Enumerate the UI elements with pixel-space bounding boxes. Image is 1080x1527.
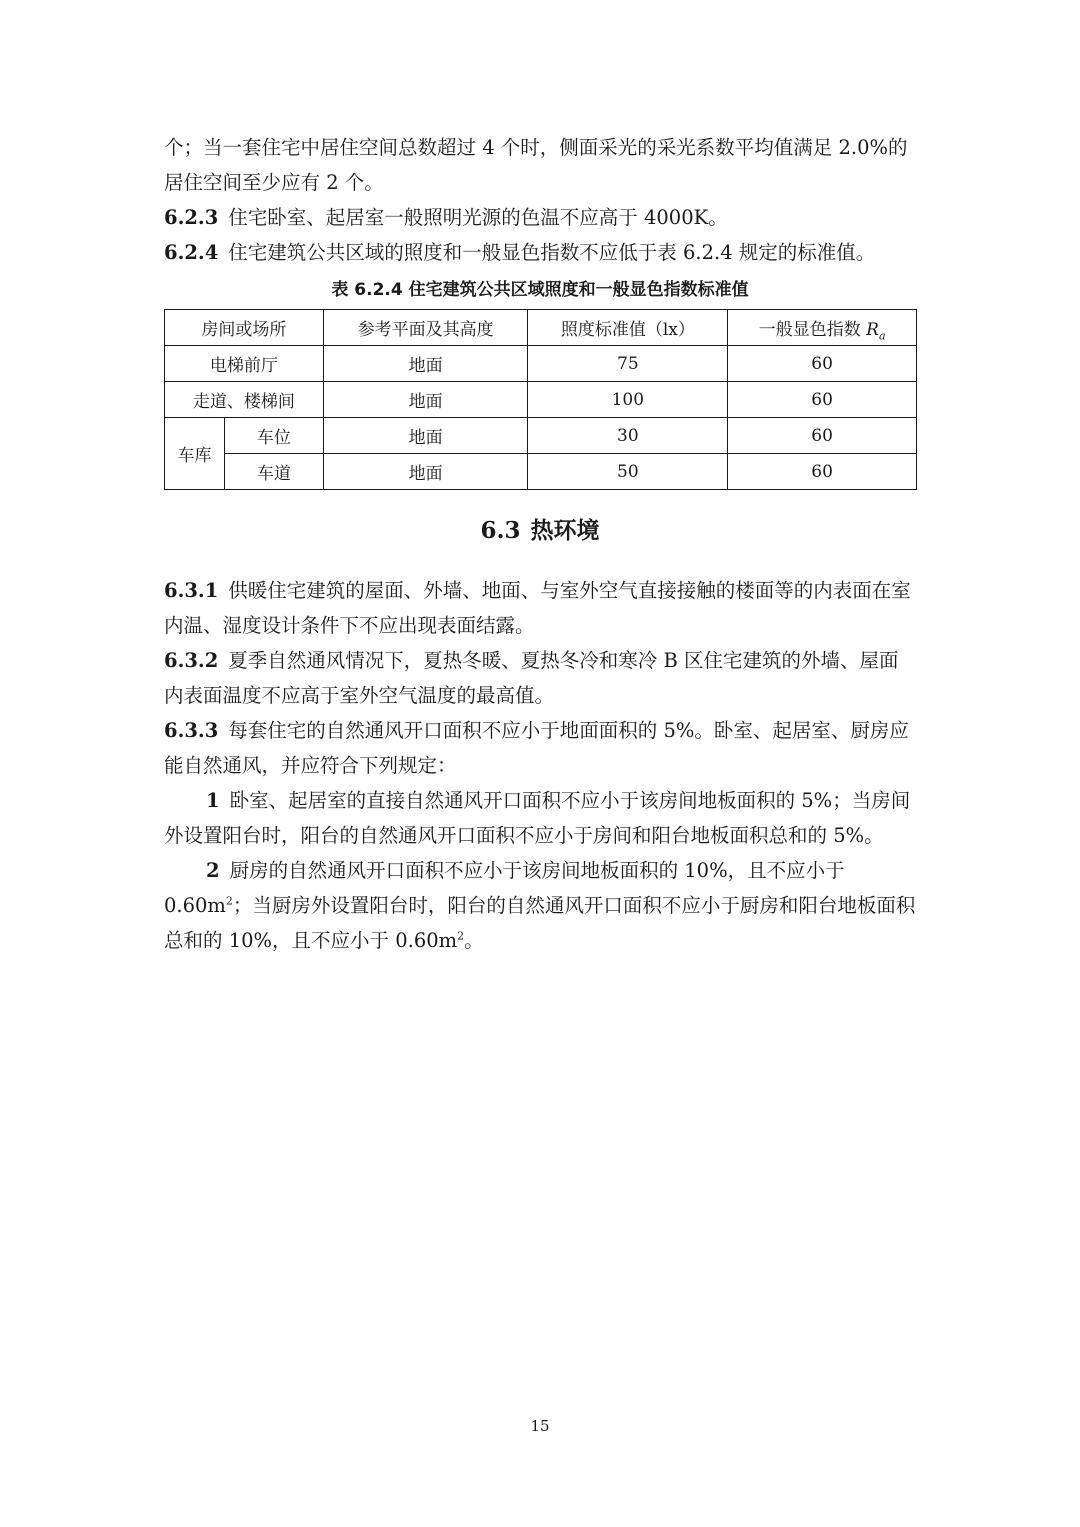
table-row — [165, 346, 917, 382]
section-name: 热环境 — [530, 518, 600, 544]
cell-cri: 60 — [728, 346, 917, 382]
clause-6-3-2 — [164, 643, 916, 713]
clause-number: 6.3.3 — [164, 719, 219, 742]
cell-room: 车位 — [224, 418, 323, 454]
clause-number: 6.3.1 — [164, 579, 219, 602]
item-number: 2 — [206, 859, 220, 882]
item-text-part3: 。 — [464, 929, 484, 952]
header-lux: 照度标准值（lx） — [528, 310, 728, 346]
header-cri-subscript: a — [878, 329, 886, 343]
table-header-row — [165, 310, 917, 346]
header-plane: 参考平面及其高度 — [323, 310, 528, 346]
header-cri — [728, 310, 917, 346]
cell-cri: 60 — [728, 382, 917, 418]
cell-plane: 地面 — [323, 454, 528, 490]
clause-text: 供暖住宅建筑的屋面、外墙、地面、与室外空气直接接触的楼面等的内表面在室内温、湿度设计条件下不应出现表面结露。 — [164, 579, 911, 637]
superscript: 2 — [225, 894, 233, 908]
item-text-part1: 厨房的自然通风开口面积不应小于该房间地板面积的 10%，且不应小于 0.60m — [164, 859, 845, 917]
lighting-standard-table — [164, 309, 917, 490]
clause-number: 6.2.3 — [164, 206, 219, 229]
cell-lux: 75 — [528, 346, 728, 382]
clause-6-2-3 — [164, 200, 916, 235]
cell-lux: 100 — [528, 382, 728, 418]
item-number: 1 — [206, 789, 220, 812]
cell-room: 车道 — [224, 454, 323, 490]
superscript: 2 — [457, 929, 465, 943]
clause-6-3-1 — [164, 573, 916, 643]
table-row — [165, 382, 917, 418]
cell-plane: 地面 — [323, 382, 528, 418]
table-row — [165, 418, 917, 454]
clause-6-2-4 — [164, 235, 916, 270]
clause-text: 每套住宅的自然通风开口面积不应小于地面面积的 5%。卧室、起居室、厨房应能自然通风，并应符合下列规定： — [164, 719, 909, 777]
section-title — [164, 512, 916, 545]
cell-lux: 30 — [528, 418, 728, 454]
table-row — [165, 454, 917, 490]
list-item-2 — [164, 853, 916, 958]
document-page — [164, 130, 916, 958]
clause-number: 6.2.4 — [164, 241, 219, 264]
cell-cri: 60 — [728, 454, 917, 490]
clause-text: 夏季自然通风情况下，夏热冬暖、夏热冬冷和寒冷 B 区住宅建筑的外墙、屋面内表面温度不应高于室外空气温度的最高值。 — [164, 649, 899, 707]
cell-lux: 50 — [528, 454, 728, 490]
cell-plane: 地面 — [323, 346, 528, 382]
header-room: 房间或场所 — [165, 310, 324, 346]
list-item-1 — [164, 783, 916, 853]
cell-room: 走道、楼梯间 — [165, 382, 324, 418]
clause-number: 6.3.2 — [164, 649, 219, 672]
cell-room: 电梯前厅 — [165, 346, 324, 382]
item-text-part2: ；当厨房外设置阳台时，阳台的自然通风开口面积不应小于厨房和阳台地板面积总和的 10%，且不应小于 0.60m — [164, 894, 916, 952]
cell-plane: 地面 — [323, 418, 528, 454]
clause-text: 住宅建筑公共区域的照度和一般显色指数不应低于表 6.2.4 规定的标准值。 — [228, 241, 876, 264]
cell-cri: 60 — [728, 418, 917, 454]
header-cri-symbol: R — [866, 320, 879, 340]
cell-group-garage: 车库 — [165, 418, 225, 490]
section-number: 6.3 — [480, 517, 521, 544]
header-cri-text: 一般显色指数 — [758, 320, 867, 340]
page-number: 15 — [530, 1417, 550, 1435]
clause-text: 住宅卧室、起居室一般照明光源的色温不应高于 4000K。 — [228, 206, 728, 229]
item-text: 卧室、起居室的直接自然通风开口面积不应小于该房间地板面积的 5%；当房间外设置阳台时，阳台的自然通风开口面积不应小于房间和阳台地板面积总和的 5%。 — [164, 789, 911, 847]
intro-paragraph: 个；当一套住宅中居住空间总数超过 4 个时，侧面采光的采光系数平均值满足 2.0%的居住空间至少应有 2 个。 — [164, 136, 908, 194]
table-caption: 表 6.2.4 住宅建筑公共区域照度和一般显色指数标准值 — [331, 280, 749, 300]
clause-6-3-3 — [164, 713, 916, 783]
